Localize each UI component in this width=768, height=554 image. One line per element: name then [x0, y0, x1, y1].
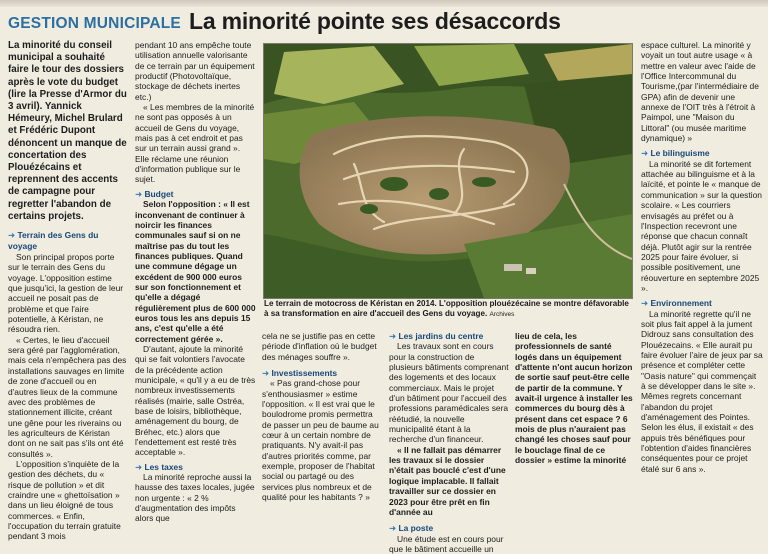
paragraph: « Pas grand-chose pour s'enthousiasmer » estime l'opposition. « Il est vrai que le boulodrome promis permettra de passer un peu de baume au cœur à un certain nombre de pratiquants. N'y avait-il pas d'autres priorités comme, par exemple, proposer de l'habitat social ou partagé ou des services plus nombreux et de qualité pour les habitants ? » [262, 378, 379, 503]
subhead-poste: ➜ La poste [389, 523, 434, 534]
paragraph: cela ne se justifie pas en cette période d'inflation où le budget des ménages souffre ». [262, 331, 377, 362]
arrow-right-icon: ➜ [135, 188, 143, 199]
article-headline: La minorité pointe ses désaccords [188, 8, 561, 34]
paragraph: La minorité se dit fortement attachée au bilinguisme et à la laïcité, et pointe le « manque de communication » sur la question scolaire. « Les courriers envisagés au préfet ou à l'Inspection recevront une réponse que chacun connaît déjà. Plutôt agir sur la rentrée 2025 pour faire évoluer, si possible positivement, une réouverture en septembre 2025 ». [641, 158, 763, 293]
photo-illustration [264, 44, 632, 298]
paragraph: espace culturel. La minorité y voyait un tout autre usage « à mettre en valeur avec l'aide de l'Office Intercommunal du Tourisme,(par l'intermédiaire de GPA) afin de devenir une annexe de l'OIT très à l'étroit à Paimpol, une "Maison du Littoral" (ou musée maritime dynamique) » [641, 40, 759, 144]
column-3 [262, 331, 383, 528]
subhead-jardins: ➜ Les jardins du centre [389, 331, 484, 341]
paragraph: Elle réclame une réunion d'information publique sur le sujet. [135, 153, 241, 185]
paragraph: Son principal propos porte sur le terrain des Gens du voyage. L'opposition estime que jusqu'ici, la gestion de leur accueil ne posait pas de problème et que l'aire potentielle, à Kéristan, ne résoudra rien. [8, 252, 124, 335]
arrow-right-icon: ➜ [262, 368, 270, 379]
motocross-aerial-photo [263, 43, 633, 299]
paragraph: D'autant, ajoute la minorité qui se fait volontiers l'avocate de la précédente action municipale, « qu'il y a eu de très nombreux investissements réalisés (mairie, salle Ostréa, base de loisirs, bibliothèque, aménagement du bourg, de Bréhec, etc.) alors que l'endettement est resté très acceptable ». [135, 343, 256, 458]
subhead-taxes: ➜ Les taxes [135, 461, 183, 472]
subhead-bilinguisme: ➜ Le bilinguisme [641, 148, 710, 159]
arrow-right-icon: ➜ [389, 331, 397, 341]
paragraph: Une étude est en cours pour que le bâtiment accueille un [389, 533, 504, 554]
column-6 [641, 40, 763, 528]
arrow-right-icon: ➜ [641, 148, 649, 159]
previous-page-bleed [0, 0, 768, 7]
article-lead: La minorité du conseil municipal a souhaité faire le tour des dossiers après le vote du budget (lire la Presse d'Armor du 3 avril). Yannick Hémeury, Michel Brulard et Frédéric Dupont dénoncent un manque de concertation des Plouézécains et reprennent des accents de campagne pour regretter l'abandon de certains projets. [8, 40, 127, 222]
photo-caption: Le terrain de motocross de Kéristan en 2014. L'opposition plouézécaine se montre défavorable à sa transformation en aire d'accueil des Gens du voyage. Archives [264, 299, 629, 319]
subhead-environnement: ➜ Environnement [641, 298, 712, 309]
paragraph: Les travaux sont en cours pour la construction de plusieurs bâtiments comprenant des logements et des locaux commerciaux. Mais le projet d'un bâtiment pour l'accueil des professions paramédicales sera réétudié, la nouvelle municipalité étant à la recherche d'un financeur. [389, 341, 509, 445]
photo-credit: Archives [489, 311, 515, 319]
arrow-right-icon: ➜ [135, 461, 143, 472]
subhead-gens-du-voyage: ➜ Terrain des Gens du voyage [8, 230, 99, 252]
paragraph: La minorité reproche aussi la hausse des taxes locales, jugée non urgente : « 2 % d'augmentation des impôts alors que [135, 472, 255, 524]
section-kicker: GESTION MUNICIPALE [8, 15, 181, 32]
paragraph: pendant 10 ans empêche toute utilisation annuelle valorisante de ce terrain par un équipement productif (Photovoltaïque, stockage de déchets inertes etc.) [135, 40, 255, 102]
column-2 [135, 40, 256, 528]
article-header [8, 8, 561, 35]
paragraph: « Certes, le lieu d'accueil sera géré par l'agglomération, mais cela n'empêchera pas des installations sauvages en limite de zone d'accueil ou en d'autres lieux de la commune avec des problèmes de stationnement illicite, créant une gêne pour les riverains ou les agriculteurs de Kéristan dont on ne sait pas s'ils ont été consultés ». [8, 334, 127, 459]
arrow-right-icon: ➜ [389, 523, 397, 534]
column-4 [389, 331, 509, 554]
paragraph: « Les membres de la minorité ne sont pas opposés à un accueil de Gens du voyage, mais pas à cet endroit et pas sur un terrain aussi grand ». [135, 102, 255, 154]
subhead-budget: ➜ Budget [135, 188, 174, 199]
paragraph: lieu de cela, les professionnels de santé logés dans un équipement d'attente n'ont aucun horizon de sortie sauf peut-être celle de partir de la commune. Y avait-il urgence à installer les commerces du bourg dès à présent dans cet espace ? 6 mois de plus n'auraient pas changé les choses sauf pour le bouclage final de ce dossier » estime la minorité [515, 331, 633, 466]
subhead-investissements: ➜ Investissements [262, 368, 338, 379]
arrow-right-icon: ➜ [8, 230, 16, 241]
paragraph: La minorité regrette qu'il ne soit plus fait appel à la jument Didrouz sans consultation des Plouézecains. « Elle aurait pu faire évoluer l'aire de jeux par sa présence et compléter cette "Oasis nature" qui commençait à se développer dans le site ». Mêmes regrets concernant l'abandon du projet d'aménagement des Pointes. Selon les élus, il existait « des appuis très bénéfiques pour l'obtention d'aides financières conséquentes pour ce projet étalé sur 6 ans ». [641, 308, 763, 474]
paragraph: L'opposition s'inquiète de la gestion des déchets, du « risque de pollution » et dit craindre une « ghettoïsation » dans un lieu éloigné de tous commerces. « Enfin, l'occupation du terrain gratuite pendant 3 mois [8, 458, 121, 542]
arrow-right-icon: ➜ [641, 298, 649, 309]
column-5 [515, 331, 635, 528]
column-1 [8, 40, 127, 542]
paragraph: « Il ne fallait pas démarrer les travaux si le dossier n'était pas bouclé c'est d'une logique implacable. Il fallait travailler sur ce dossier en 2023 pour être prêt en fin d'année au [389, 444, 506, 517]
paragraph: Selon l'opposition : « Il est inconvenant de continuer à noircir les finances communales sauf si on ne maîtrise pas du tout les finances publiques. Quand une commune dégage un excédent de 900 000 euros sur son fonctionnement et qu'elle a dégagé régulièrement plus de 600 000 euros tous les ans depuis 15 ans, c'est qu'elle a été correctement gérée ». [135, 199, 256, 344]
